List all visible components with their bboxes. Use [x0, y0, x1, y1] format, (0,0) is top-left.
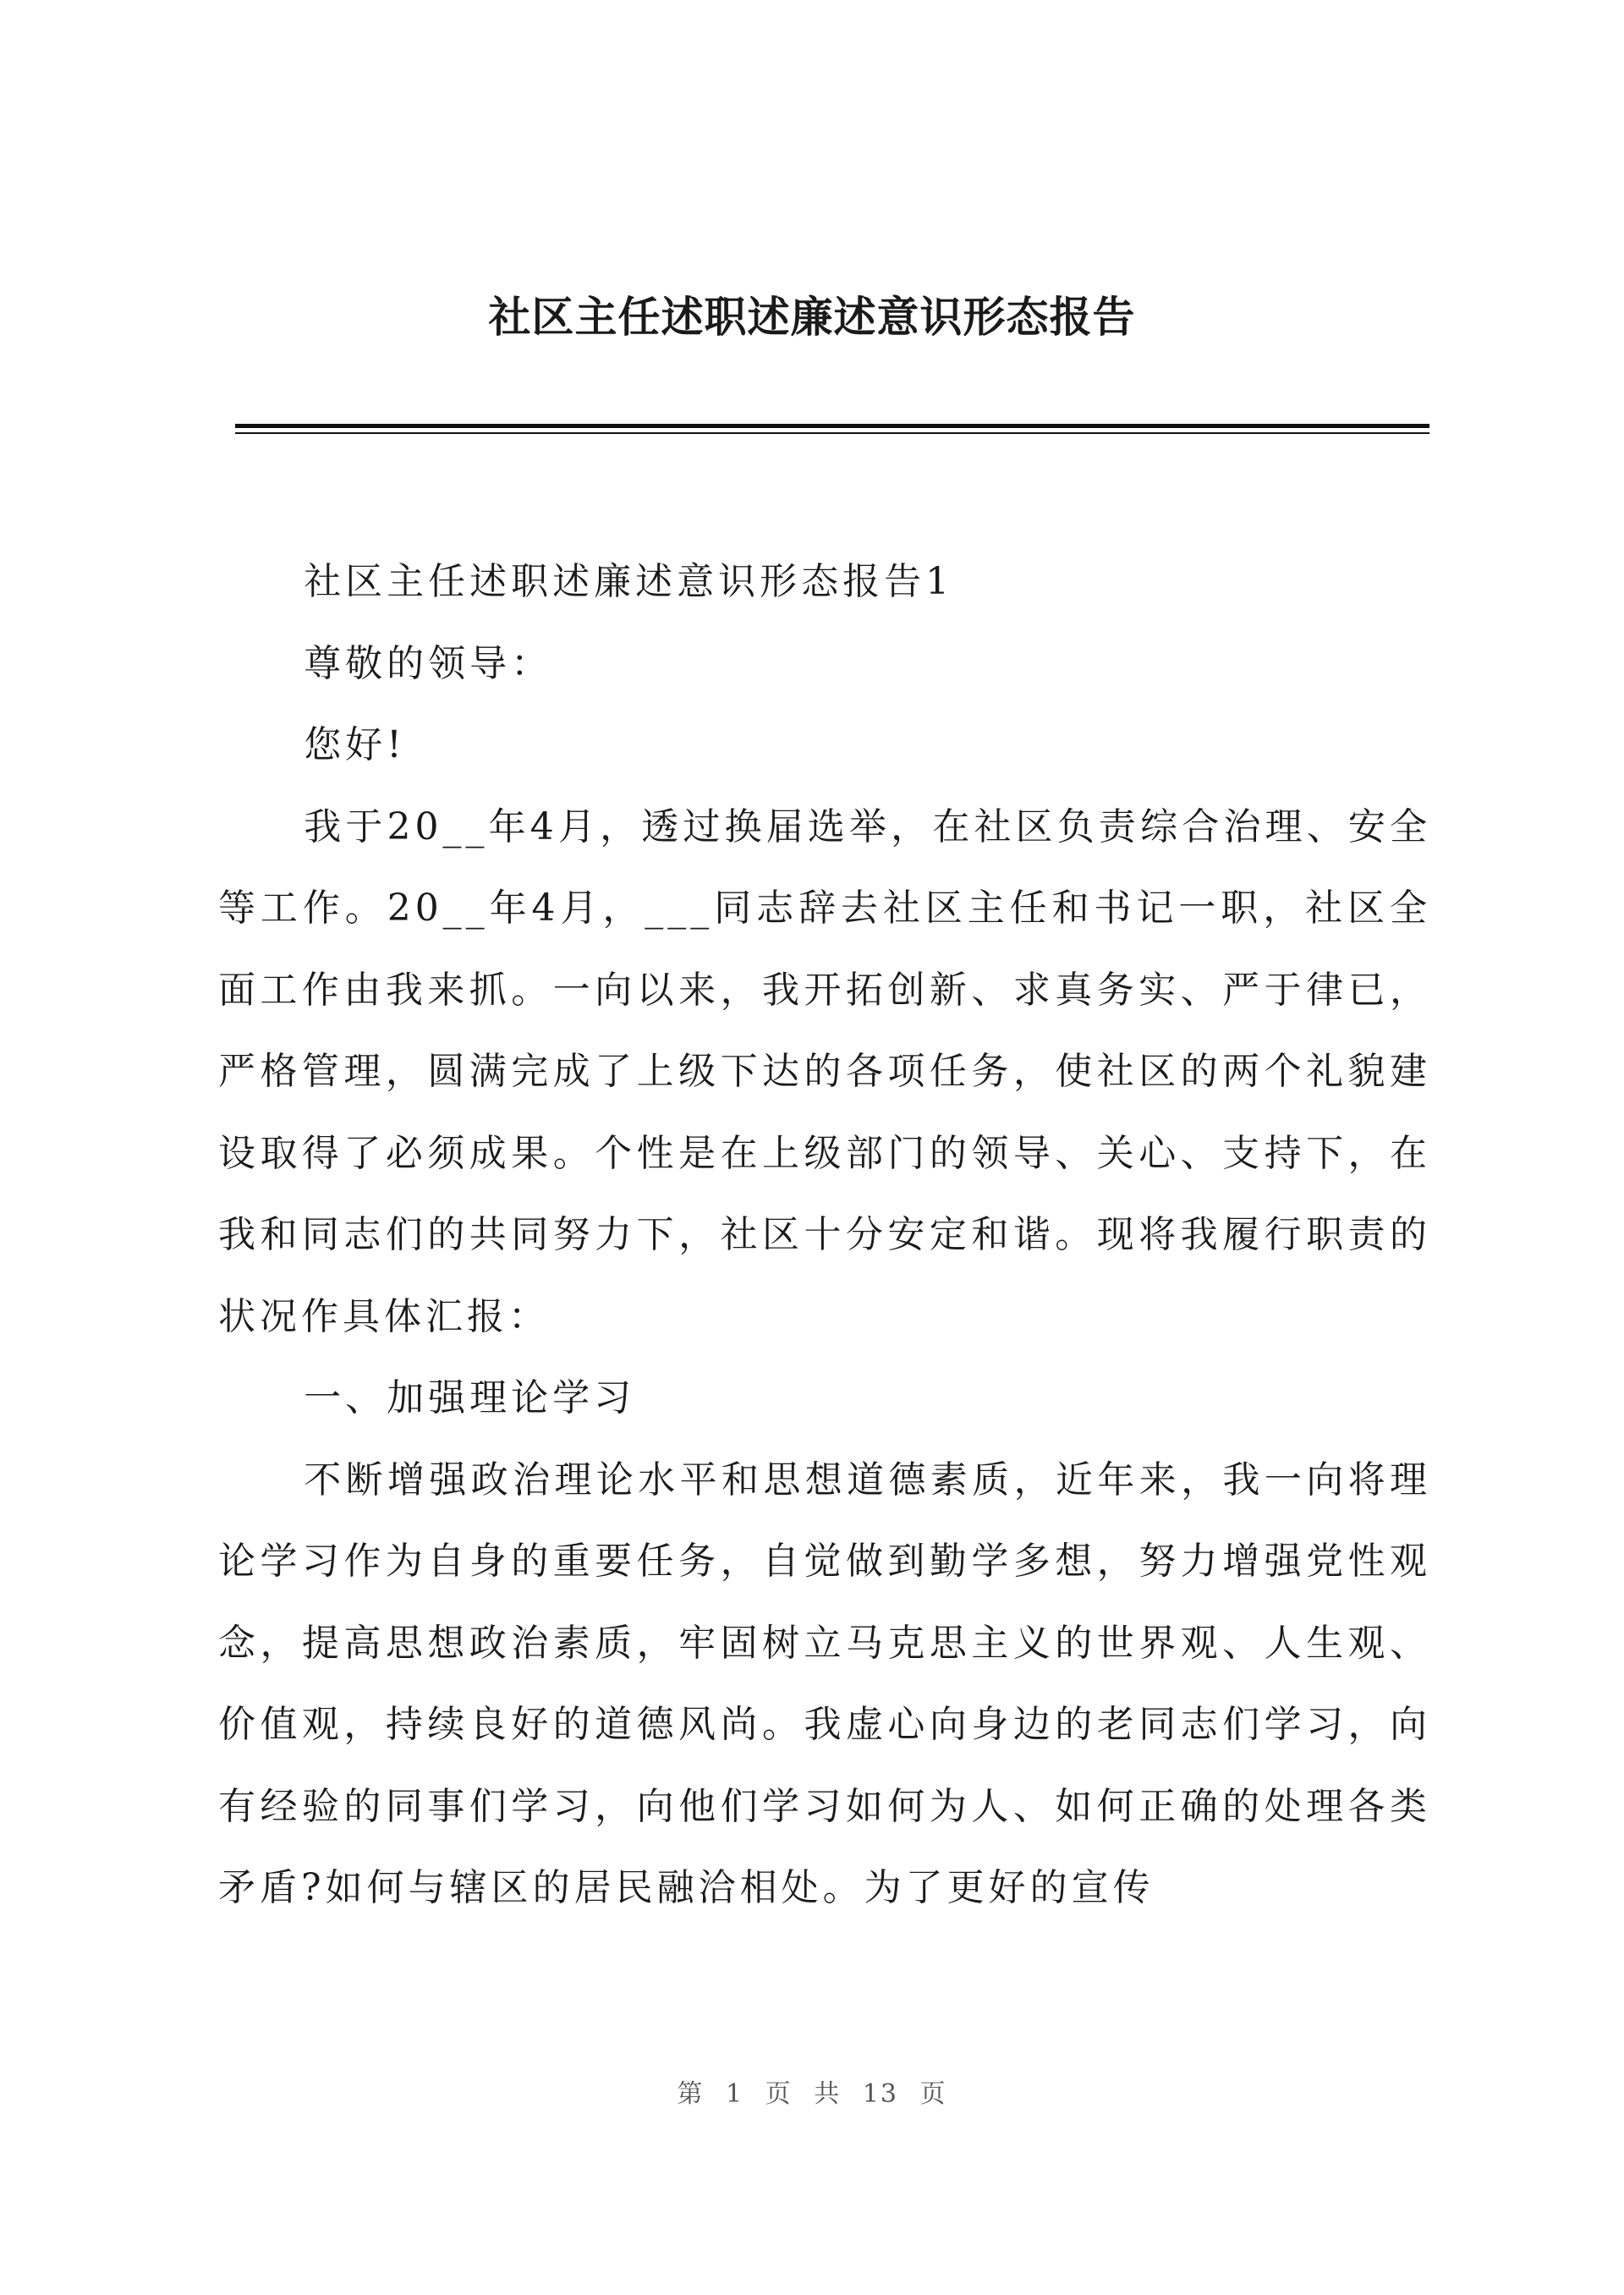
greeting: 您好! [304, 723, 406, 766]
salutation: 尊敬的领导： [304, 641, 553, 685]
body-paragraph: 我于20__年4月，透过换届选举，在社区负责综合治理、安全等工作。20__年4月，___同志辞去社区主任和书记一职，社区全面工作由我来抓。一向以来，我开拓创新、求真务实、严于律已，严格管理，圆满完成了上级下达的各项任务，使社区的两个礼貌建设取得了必须成果。个性是在上级部门的领导、关心、支持下，在我和同志们的共同努力下，社区十分安定和谐。现将我履行职责的状况作具体汇报： [218, 804, 1431, 1338]
title-divider-thin [235, 432, 1429, 434]
body-paragraph: 不断增强政治理论水平和思想道德素质，近年来，我一向将理论学习作为自身的重要任务，自觉做到勤学多想，努力增强党性观念，提高思想政治素质，牢固树立马克思主义的世界观、人生观、价值观，持续良好的道德风尚。我虚心向身边的老同志们学习，向有经验的同事们学习，向他们学习如何为人、如何正确的处理各类矛盾?如何与辖区的居民融洽相处。为了更好的宣传 [218, 1458, 1431, 1909]
title-divider-thick [235, 424, 1429, 428]
document-title: 社区主任述职述廉述意识形态报告 [488, 292, 1136, 342]
document-body [218, 541, 1431, 1930]
subsection-heading: 一、加强理论学习 [304, 1376, 636, 1419]
page-number: 第 1 页 共 13 页 [677, 2079, 947, 2109]
section-heading: 社区主任述职述廉述意识形态报告1 [304, 560, 954, 603]
